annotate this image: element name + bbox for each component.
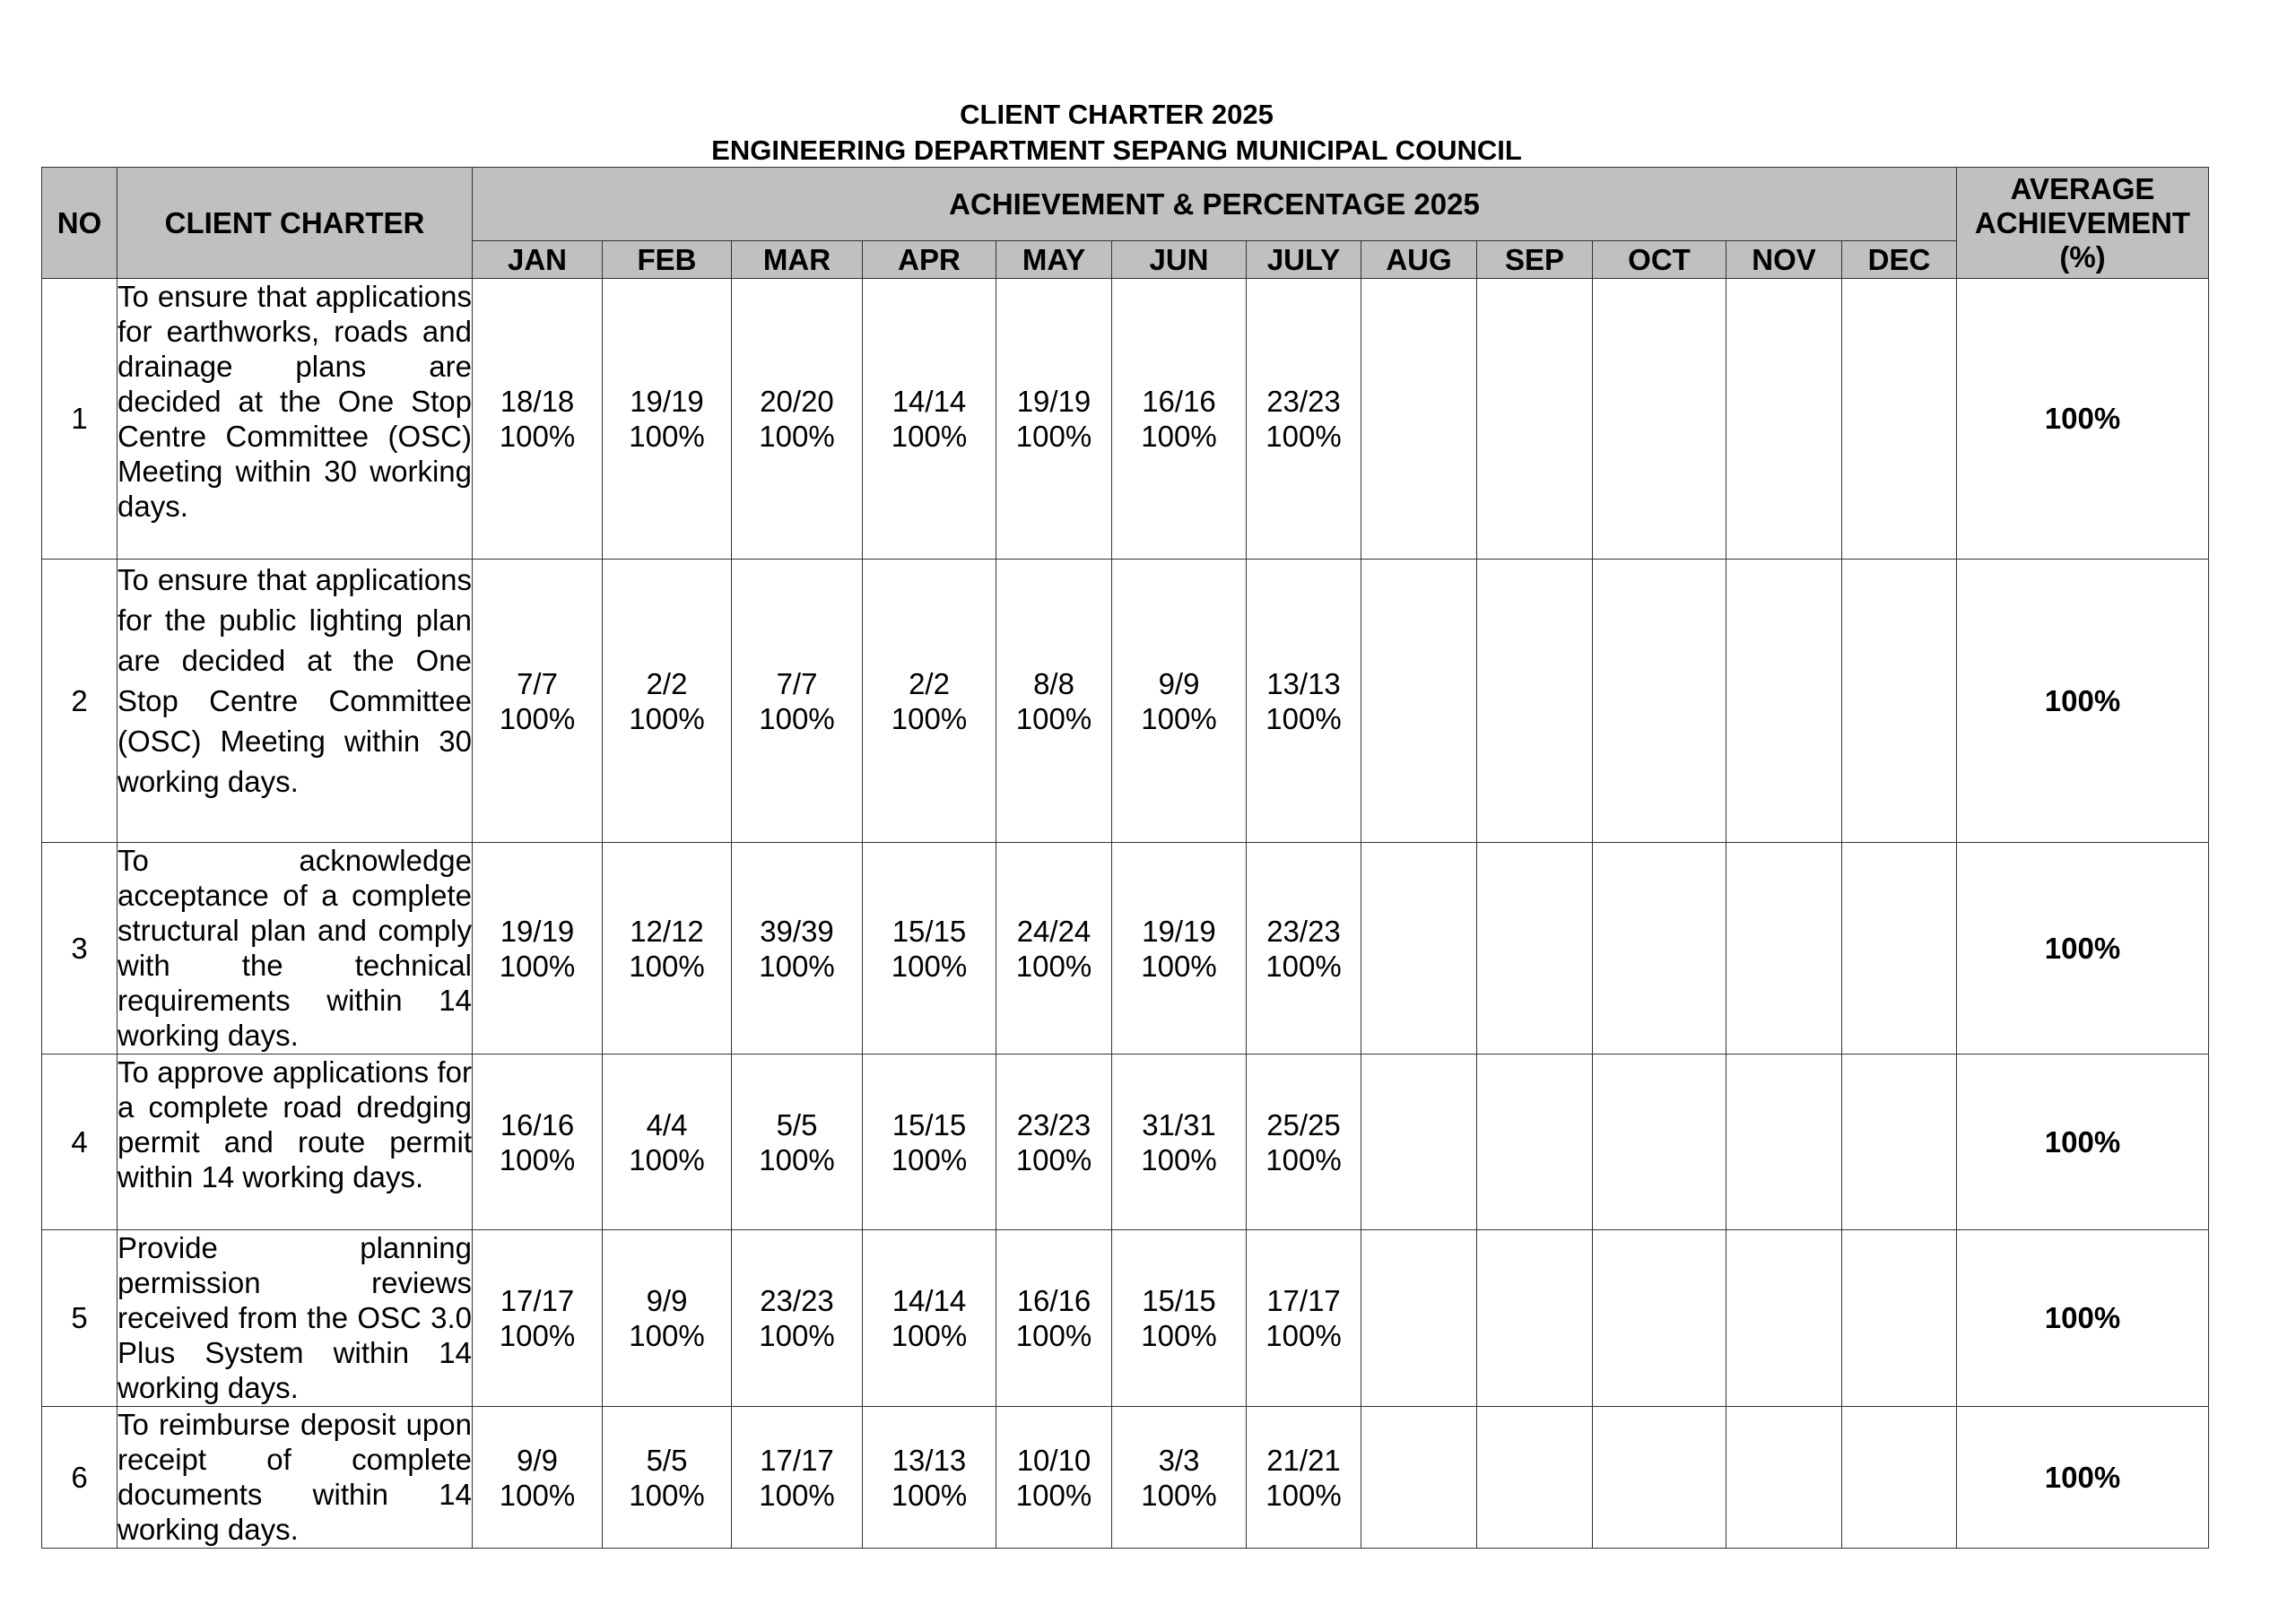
month-cell bbox=[603, 843, 732, 1055]
month-cell bbox=[473, 560, 603, 843]
header-month: NOV bbox=[1726, 241, 1842, 279]
month-cell bbox=[603, 1055, 732, 1230]
month-cell bbox=[1112, 1230, 1247, 1407]
month-cell bbox=[603, 1230, 732, 1407]
month-cell bbox=[1477, 279, 1593, 560]
client-charter-text: Provide planning permission reviews received from the OSC 3.0 Plus System within 14 working days. bbox=[117, 1230, 473, 1407]
month-cell bbox=[863, 843, 996, 1055]
average-achievement: 100% bbox=[1957, 1407, 2209, 1549]
month-count: 15/15 bbox=[1142, 1284, 1216, 1317]
month-cell bbox=[863, 279, 996, 560]
month-cell bbox=[1361, 1407, 1477, 1549]
month-percentage: 100% bbox=[891, 701, 968, 735]
month-count: 21/21 bbox=[1266, 1443, 1341, 1477]
month-count: 13/13 bbox=[1266, 666, 1341, 700]
month-percentage: 100% bbox=[1141, 1142, 1217, 1176]
month-cell bbox=[1112, 279, 1247, 560]
month-percentage: 100% bbox=[759, 1478, 835, 1512]
header-month: APR bbox=[863, 241, 996, 279]
month-count: 10/10 bbox=[1016, 1443, 1091, 1477]
month-percentage: 100% bbox=[499, 1142, 576, 1176]
month-cell bbox=[1842, 843, 1957, 1055]
average-achievement: 100% bbox=[1957, 279, 2209, 560]
table-body bbox=[42, 279, 2209, 1549]
month-cell bbox=[1477, 843, 1593, 1055]
month-cell bbox=[863, 1230, 996, 1407]
month-cell bbox=[1112, 1407, 1247, 1549]
month-percentage: 100% bbox=[1265, 1142, 1342, 1176]
month-cell bbox=[1361, 843, 1477, 1055]
header-achievement: ACHIEVEMENT & PERCENTAGE 2025 bbox=[473, 168, 1957, 241]
month-percentage: 100% bbox=[1015, 1478, 1092, 1512]
header-month: SEP bbox=[1477, 241, 1593, 279]
month-percentage: 100% bbox=[759, 1142, 835, 1176]
client-charter-text: To ensure that applications for the public lighting plan are decided at the One Stop Centre Committee (OSC) Meeting within 30 working days. bbox=[117, 560, 473, 843]
month-cell bbox=[1726, 560, 1842, 843]
month-cell bbox=[1247, 1055, 1361, 1230]
average-achievement: 100% bbox=[1957, 560, 2209, 843]
month-count: 39/39 bbox=[760, 914, 834, 948]
client-charter-text: To reimburse deposit upon receipt of complete documents within 14 working days. bbox=[117, 1407, 473, 1549]
month-percentage: 100% bbox=[891, 1478, 968, 1512]
month-percentage: 100% bbox=[891, 949, 968, 983]
month-cell bbox=[996, 1055, 1112, 1230]
header-client-charter: CLIENT CHARTER bbox=[117, 168, 473, 279]
table-row bbox=[42, 1055, 2209, 1230]
table-row bbox=[42, 843, 2209, 1055]
month-cell bbox=[473, 1055, 603, 1230]
client-charter-text: To approve applications for a complete road dredging permit and route permit within 14 working days. bbox=[117, 1055, 473, 1230]
month-percentage: 100% bbox=[1141, 1478, 1217, 1512]
month-cell bbox=[1477, 1407, 1593, 1549]
row-number: 2 bbox=[42, 560, 117, 843]
month-cell bbox=[863, 1055, 996, 1230]
month-cell bbox=[603, 560, 732, 843]
month-percentage: 100% bbox=[1015, 949, 1092, 983]
client-charter-text: To acknowledge acceptance of a complete structural plan and comply with the technical requirements within 14 working days. bbox=[117, 843, 473, 1055]
month-cell bbox=[1361, 1230, 1477, 1407]
month-count: 23/23 bbox=[1266, 914, 1341, 948]
month-count: 9/9 bbox=[517, 1443, 558, 1477]
month-count: 15/15 bbox=[891, 914, 967, 948]
month-count: 19/19 bbox=[1016, 385, 1091, 418]
month-cell bbox=[1593, 560, 1726, 843]
month-cell bbox=[1477, 560, 1593, 843]
month-cell bbox=[1726, 279, 1842, 560]
average-achievement: 100% bbox=[1957, 1230, 2209, 1407]
month-count: 19/19 bbox=[630, 385, 704, 418]
header-month: JUN bbox=[1112, 241, 1247, 279]
month-count: 15/15 bbox=[891, 1107, 967, 1141]
month-cell bbox=[1247, 843, 1361, 1055]
month-cell bbox=[1593, 1230, 1726, 1407]
month-cell bbox=[1247, 560, 1361, 843]
month-cell bbox=[996, 843, 1112, 1055]
header-row-main bbox=[42, 168, 2209, 241]
month-count: 16/16 bbox=[1016, 1284, 1091, 1317]
month-cell bbox=[1593, 843, 1726, 1055]
month-percentage: 100% bbox=[629, 420, 705, 453]
month-percentage: 100% bbox=[629, 701, 705, 735]
month-percentage: 100% bbox=[629, 1142, 705, 1176]
month-cell bbox=[732, 843, 863, 1055]
month-cell bbox=[1361, 1055, 1477, 1230]
month-percentage: 100% bbox=[1265, 1319, 1342, 1352]
month-cell bbox=[863, 1407, 996, 1549]
month-percentage: 100% bbox=[1265, 949, 1342, 983]
month-percentage: 100% bbox=[759, 949, 835, 983]
month-cell bbox=[863, 560, 996, 843]
month-cell bbox=[732, 1230, 863, 1407]
month-count: 31/31 bbox=[1142, 1107, 1216, 1141]
month-count: 17/17 bbox=[500, 1284, 575, 1317]
month-percentage: 100% bbox=[629, 949, 705, 983]
month-cell bbox=[1842, 279, 1957, 560]
month-cell bbox=[1112, 843, 1247, 1055]
month-cell bbox=[1593, 1055, 1726, 1230]
header-month: JULY bbox=[1247, 241, 1361, 279]
month-cell bbox=[1477, 1230, 1593, 1407]
header-no: NO bbox=[42, 168, 117, 279]
table-row bbox=[42, 560, 2209, 843]
header-month: MAY bbox=[996, 241, 1112, 279]
month-percentage: 100% bbox=[1015, 1319, 1092, 1352]
month-count: 7/7 bbox=[517, 666, 558, 700]
month-percentage: 100% bbox=[1265, 1478, 1342, 1512]
month-cell bbox=[473, 1407, 603, 1549]
month-count: 16/16 bbox=[500, 1107, 575, 1141]
month-count: 14/14 bbox=[891, 385, 967, 418]
document-title-block bbox=[0, 97, 2233, 169]
month-cell bbox=[1842, 1230, 1957, 1407]
month-percentage: 100% bbox=[891, 420, 968, 453]
month-cell bbox=[1477, 1055, 1593, 1230]
header-average-line2: ACHIEVEMENT bbox=[1974, 205, 2191, 239]
month-percentage: 100% bbox=[499, 1478, 576, 1512]
month-cell bbox=[732, 1407, 863, 1549]
header-average-line1: AVERAGE bbox=[2010, 171, 2155, 205]
month-count: 7/7 bbox=[776, 666, 818, 700]
header-month: MAR bbox=[732, 241, 863, 279]
row-number: 5 bbox=[42, 1230, 117, 1407]
header-average-achievement bbox=[1957, 168, 2209, 279]
month-cell bbox=[1112, 560, 1247, 843]
month-percentage: 100% bbox=[759, 1319, 835, 1352]
month-cell bbox=[603, 279, 732, 560]
header-average-line3: (%) bbox=[2059, 239, 2106, 273]
month-cell bbox=[1842, 560, 1957, 843]
header-month: DEC bbox=[1842, 241, 1957, 279]
month-cell bbox=[473, 279, 603, 560]
month-cell bbox=[996, 279, 1112, 560]
month-percentage: 100% bbox=[891, 1319, 968, 1352]
month-percentage: 100% bbox=[1015, 1142, 1092, 1176]
month-percentage: 100% bbox=[759, 420, 835, 453]
row-number: 6 bbox=[42, 1407, 117, 1549]
client-charter-table bbox=[41, 167, 2209, 1549]
month-cell bbox=[1842, 1407, 1957, 1549]
month-percentage: 100% bbox=[891, 1142, 968, 1176]
month-cell bbox=[1726, 1407, 1842, 1549]
month-percentage: 100% bbox=[1141, 1319, 1217, 1352]
month-count: 19/19 bbox=[1142, 914, 1216, 948]
month-cell bbox=[1361, 279, 1477, 560]
month-cell bbox=[996, 1230, 1112, 1407]
month-percentage: 100% bbox=[499, 1319, 576, 1352]
month-count: 25/25 bbox=[1266, 1107, 1341, 1141]
month-cell bbox=[1112, 1055, 1247, 1230]
month-cell bbox=[996, 1407, 1112, 1549]
document-title: CLIENT CHARTER 2025 bbox=[960, 99, 1274, 130]
table-row bbox=[42, 1230, 2209, 1407]
client-charter-text: To ensure that applications for earthworks, roads and drainage plans are decided at the One Stop Centre Committee (OSC) Meeting within 30 working days. bbox=[117, 279, 473, 560]
row-number: 3 bbox=[42, 843, 117, 1055]
month-cell bbox=[1593, 1407, 1726, 1549]
month-count: 20/20 bbox=[760, 385, 834, 418]
month-percentage: 100% bbox=[1141, 949, 1217, 983]
month-percentage: 100% bbox=[629, 1478, 705, 1512]
month-cell bbox=[473, 1230, 603, 1407]
month-cell bbox=[732, 560, 863, 843]
month-cell bbox=[1361, 560, 1477, 843]
month-percentage: 100% bbox=[1141, 420, 1217, 453]
month-count: 5/5 bbox=[776, 1107, 818, 1141]
average-achievement: 100% bbox=[1957, 843, 2209, 1055]
header-month: FEB bbox=[603, 241, 732, 279]
month-percentage: 100% bbox=[499, 949, 576, 983]
header-month: OCT bbox=[1593, 241, 1726, 279]
month-count: 23/23 bbox=[1266, 385, 1341, 418]
table-row bbox=[42, 1407, 2209, 1549]
document-subtitle: ENGINEERING DEPARTMENT SEPANG MUNICIPAL COUNCIL bbox=[711, 135, 1522, 166]
month-percentage: 100% bbox=[1265, 701, 1342, 735]
month-count: 19/19 bbox=[500, 914, 575, 948]
header-month: AUG bbox=[1361, 241, 1477, 279]
month-count: 24/24 bbox=[1016, 914, 1091, 948]
month-count: 16/16 bbox=[1142, 385, 1216, 418]
month-percentage: 100% bbox=[499, 701, 576, 735]
month-percentage: 100% bbox=[499, 420, 576, 453]
month-count: 13/13 bbox=[891, 1443, 967, 1477]
month-percentage: 100% bbox=[629, 1319, 705, 1352]
month-count: 18/18 bbox=[500, 385, 575, 418]
month-cell bbox=[1247, 279, 1361, 560]
table-row bbox=[42, 279, 2209, 560]
month-count: 23/23 bbox=[760, 1284, 834, 1317]
month-cell bbox=[732, 1055, 863, 1230]
month-percentage: 100% bbox=[1265, 420, 1342, 453]
month-percentage: 100% bbox=[1015, 701, 1092, 735]
month-percentage: 100% bbox=[1141, 701, 1217, 735]
month-cell bbox=[603, 1407, 732, 1549]
month-cell bbox=[1726, 1230, 1842, 1407]
month-cell bbox=[1247, 1407, 1361, 1549]
month-count: 5/5 bbox=[646, 1443, 688, 1477]
month-cell bbox=[732, 279, 863, 560]
month-count: 17/17 bbox=[1266, 1284, 1341, 1317]
month-cell bbox=[1726, 843, 1842, 1055]
month-count: 8/8 bbox=[1033, 666, 1074, 700]
header-month: JAN bbox=[473, 241, 603, 279]
month-percentage: 100% bbox=[759, 701, 835, 735]
month-count: 2/2 bbox=[909, 666, 950, 700]
month-cell bbox=[1593, 279, 1726, 560]
month-percentage: 100% bbox=[1015, 420, 1092, 453]
month-count: 2/2 bbox=[646, 666, 688, 700]
month-cell bbox=[1247, 1230, 1361, 1407]
row-number: 1 bbox=[42, 279, 117, 560]
month-count: 9/9 bbox=[646, 1284, 688, 1317]
average-achievement: 100% bbox=[1957, 1055, 2209, 1230]
month-cell bbox=[1726, 1055, 1842, 1230]
month-cell bbox=[1842, 1055, 1957, 1230]
month-count: 14/14 bbox=[891, 1284, 967, 1317]
month-cell bbox=[473, 843, 603, 1055]
month-count: 9/9 bbox=[1158, 666, 1200, 700]
row-number: 4 bbox=[42, 1055, 117, 1230]
month-cell bbox=[996, 560, 1112, 843]
month-count: 4/4 bbox=[646, 1107, 688, 1141]
month-count: 12/12 bbox=[630, 914, 704, 948]
month-count: 17/17 bbox=[760, 1443, 834, 1477]
month-count: 23/23 bbox=[1016, 1107, 1091, 1141]
month-count: 3/3 bbox=[1158, 1443, 1200, 1477]
